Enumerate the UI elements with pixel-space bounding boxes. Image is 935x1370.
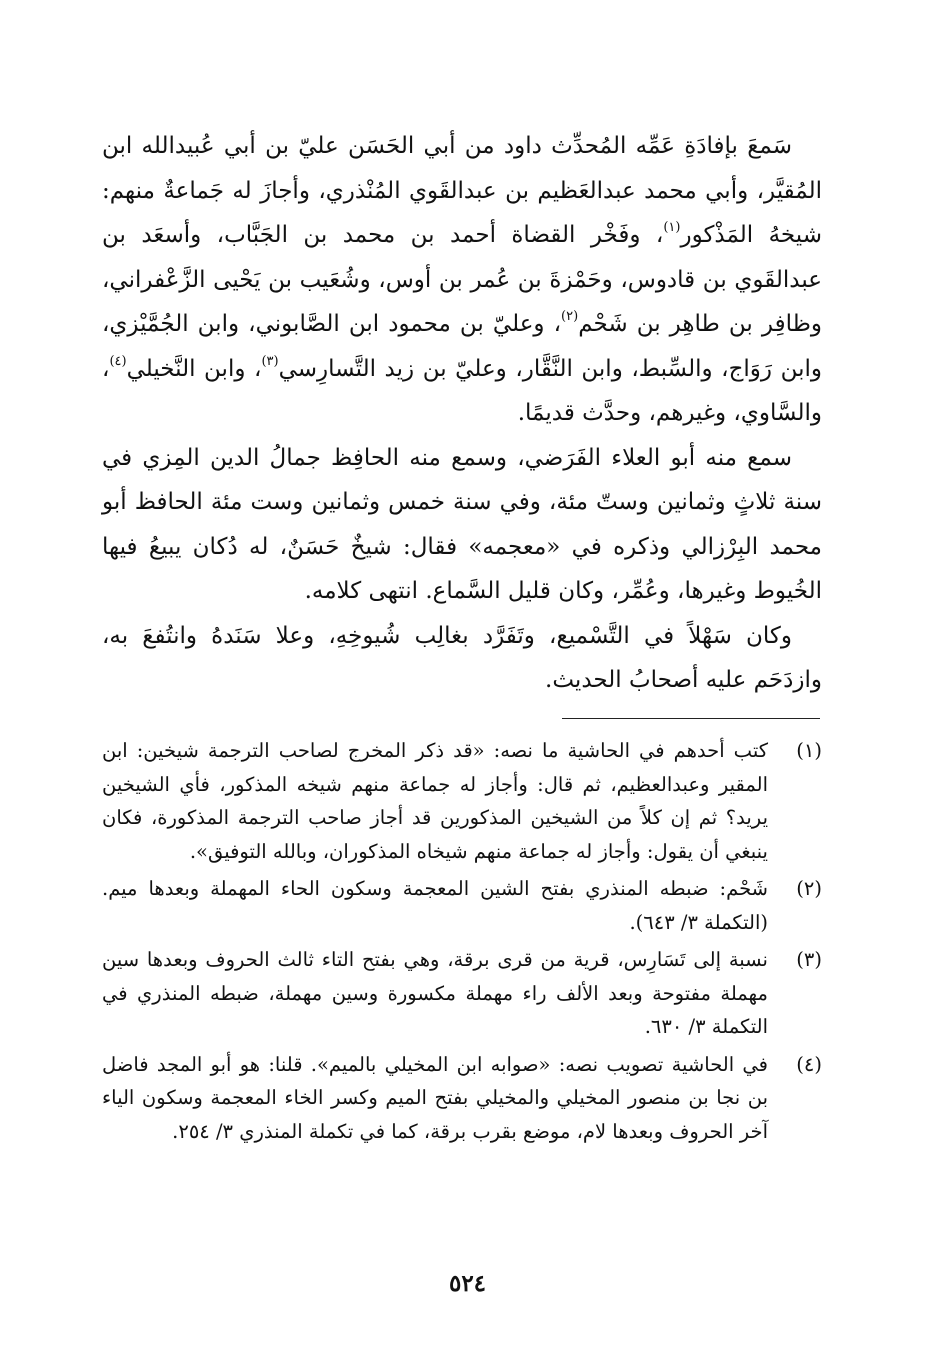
- footnote-number: (٣): [796, 948, 822, 971]
- footnote-text: كتب أحدهم في الحاشية ما نصه: «قد ذكر المخرج لصاحب الترجمة شيخين: ابن المقير وعبدالعظيم، ثم قال: وأجاز له جماعة منهم شيخه المذكور، فأي الشيخين يريد؟ ثم إن كلاً من الشيخين المذكورين قد أجاز صاحب الترجمة المذكورة، فكان ينبغي أن يقول: وأجاز له جماعة منهم شيخاه المذكوران، وبالله التوفيق».: [102, 739, 768, 863]
- paragraph-3: وكان سَهْلاً في التَّسْميع، وتَفَرَّد بغالِب شُيوخِهِ، وعلا سَنَدهُ وانتُفعَ به، وازدَحَم عليه أصحابُ الحديث.: [102, 622, 822, 693]
- paragraph-2: سمع منه أبو العلاء الفَرَضي، وسمع منه الحافِظ جمالُ الدين المِزي في سنة ثلاثٍ وثمانين وستّ مئة، وفي سنة خمس وثمانين وست مئة الحافظ أبو محمد البِرْزالي وذكره في «معجمه» فقال: شيخٌ حَسَنٌ، له دُكان يبيعُ فيها الخُيوط وغيرها، وعُمِّر، وكان قليل السَّماع. انتهى كلامه.: [102, 444, 822, 604]
- paragraph-1-part-d: ، وابن النَّخيلي: [126, 355, 262, 382]
- footnote-ref-3[interactable]: (٣): [261, 353, 279, 369]
- footnote-4: [102, 1048, 822, 1149]
- footnote-divider: [562, 718, 820, 719]
- footnote-ref-4[interactable]: (٤): [109, 353, 127, 369]
- footnote-number: (٢): [796, 877, 822, 900]
- paragraph-1-part-c: ، وعليّ بن محمود ابن الصَّابوني، وابن الجُمَّيْزي، وابن رَوَاج، والسِّبط، وابن النَّقَّار، وعليّ بن زيد التَّسارِسي: [102, 311, 822, 382]
- footnote-text: نسبة إلى تَسَارِس، قرية من قرى برقة، وهي بفتح التاء ثالث الحروف وبعدها سين مهملة مفتوحة وبعد الألف راء مهملة مكسورة وسين مهملة، ضبطه المنذري في التكملة ٣/ ٦٣٠.: [102, 948, 768, 1038]
- paragraph-1-part-e: ، والسَّاوي، وغيرهم، وحدَّث قديمًا.: [102, 355, 822, 426]
- footnote-ref-1[interactable]: (١): [663, 220, 681, 236]
- main-text: [102, 124, 822, 703]
- page-number: ٥٢٤: [448, 1270, 487, 1297]
- footnote-text: في الحاشية تصويب نصه: «صوابه ابن المخيلي بالميم». قلنا: هو أبو المجد فاضل بن نجا بن منصور المخيلي والمخيلي بفتح الميم وكسر الخاء المعجمة وسكون الياء آخر الحروف وبعدها لام، موضع بقرب برقة، كما في تكملة المنذري ٣/ ٢٥٤.: [102, 1052, 768, 1143]
- footnote-1: [102, 734, 822, 868]
- footnotes: [102, 734, 822, 1152]
- footnote-number: (١): [796, 739, 822, 762]
- footnote-2: [102, 872, 822, 939]
- paragraph-1-part-b: ، وفَخْر القضاة أحمد بن محمد بن الجَبَّاب، وأسعَد بن عبدالقَوي بن قادوس، وحَمْزةَ بن عُمر بن أوس، وشُعَيب بن يَحْيى الزَّعْفراني، وظافِر بن طاهِر بن شَحْم: [102, 222, 822, 337]
- paragraph-1-part-a: سَمعَ بإفادَةِ عَمِّه المُحدِّث داود من أبي الحَسَن عليّ بن أبي عُبيدالله ابن المُقيَّر، وأبي محمد عبدالعَظيم بن عبدالقَوي المُنْذري، وأجازَ له جَماعةٌ منهم: شيخهُ المَذْكور: [102, 133, 822, 248]
- footnote-3: [102, 943, 822, 1044]
- footnote-number: (٤): [796, 1052, 822, 1076]
- footnote-text: شَحْم: ضبطه المنذري بفتح الشين المعجمة وسكون الحاء المهملة وبعدها ميم. (التكملة ٣/ ٦٤٣).: [102, 877, 768, 934]
- footnote-ref-2[interactable]: (٢): [561, 309, 579, 325]
- paragraph-1: [102, 124, 822, 436]
